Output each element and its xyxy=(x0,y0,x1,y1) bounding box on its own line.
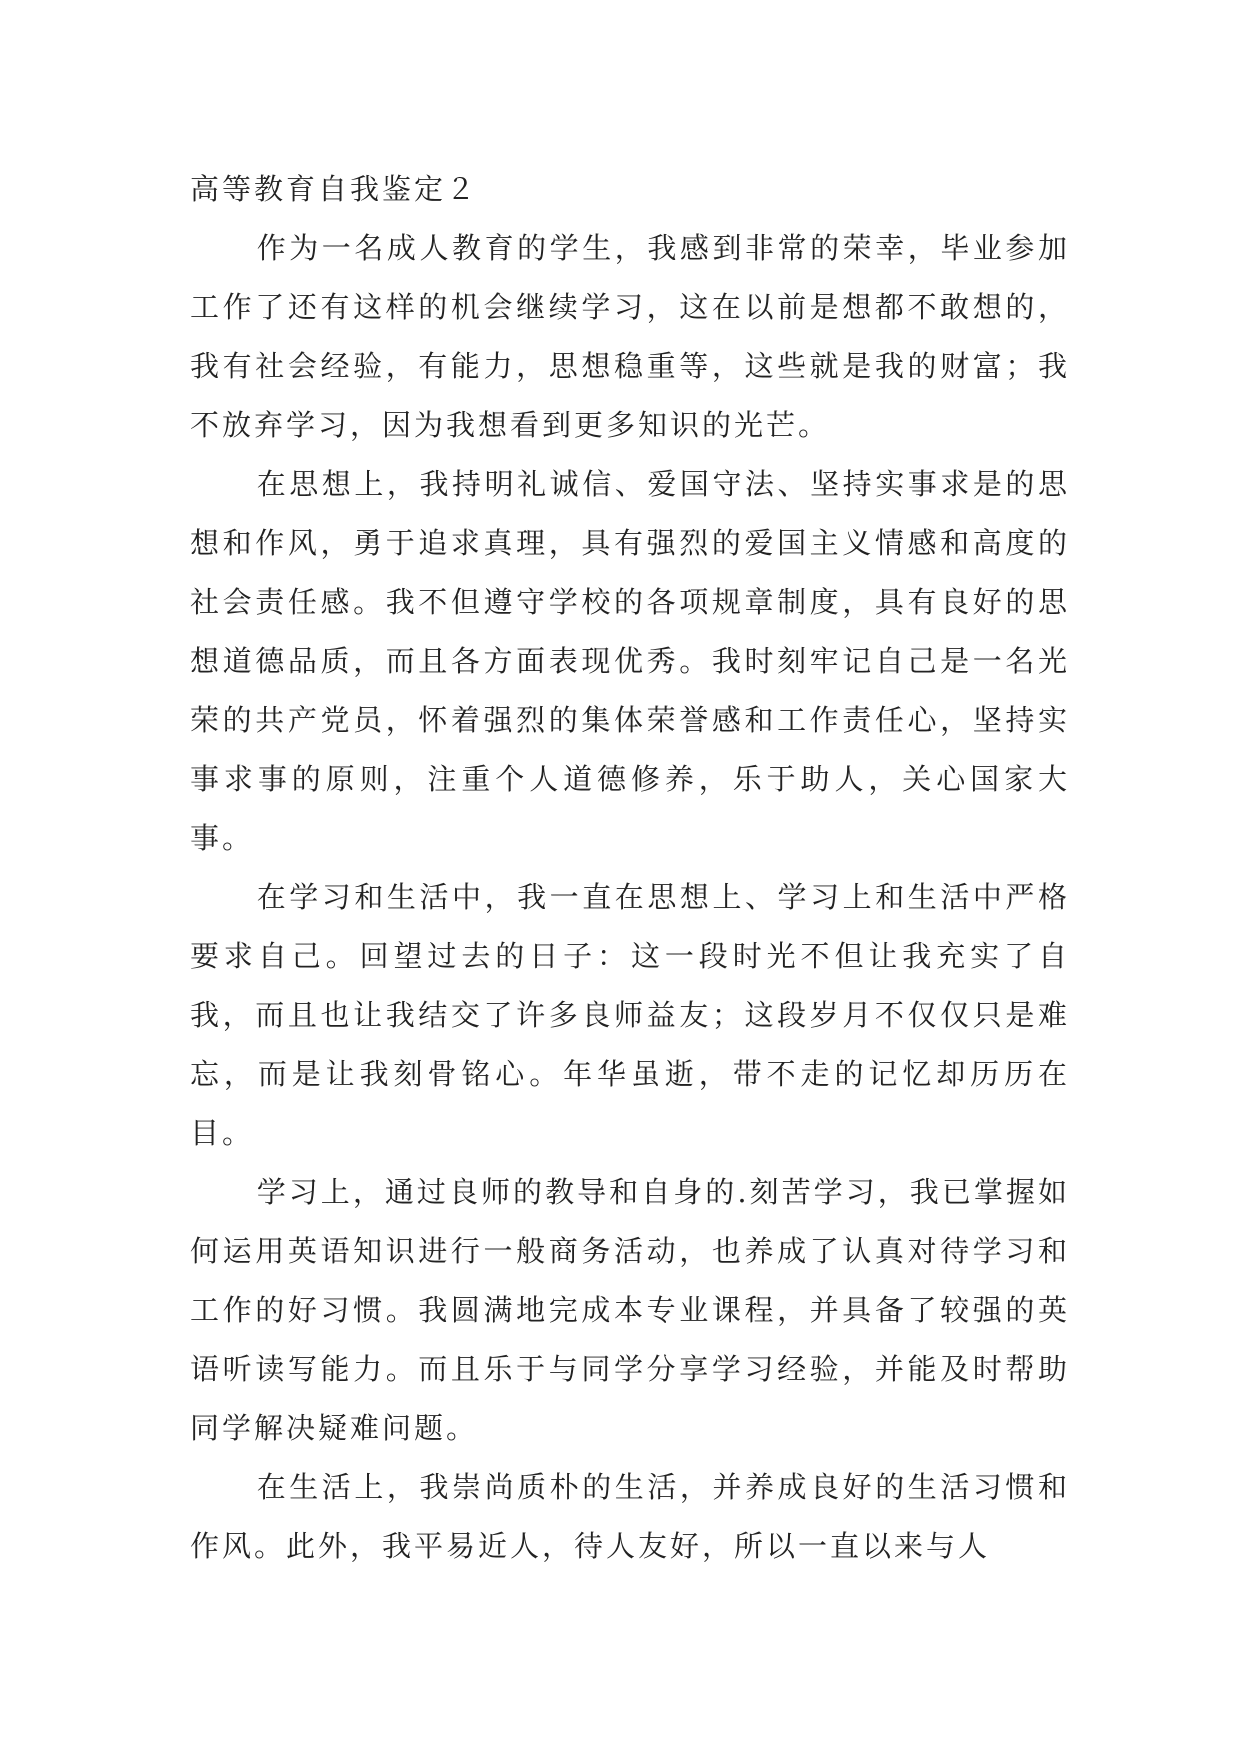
paragraph-2: 在思想上，我持明礼诚信、爱国守法、坚持实事求是的思想和作风，勇于追求真理，具有强烈的爱国主义情感和高度的社会责任感。我不但遵守学校的各项规章制度，具有良好的思想道德品质，而且各方面表现优秀。我时刻牢记自己是一名光荣的共产党员，怀着强烈的集体荣誉感和工作责任心，坚持实事求事的原则，注重个人道德修养，乐于助人，关心国家大事。 xyxy=(190,467,1070,855)
paragraph-3: 在学习和生活中，我一直在思想上、学习上和生活中严格要求自己。回望过去的日子：这一段时光不但让我充实了自我，而且也让我结交了许多良师益友；这段岁月不仅仅只是难忘，而是让我刻骨铭心。年华虽逝，带不走的记忆却历历在目。 xyxy=(190,880,1070,1150)
paragraph-1: 作为一名成人教育的学生，我感到非常的荣幸，毕业参加工作了还有这样的机会继续学习，这在以前是想都不敢想的，我有社会经验，有能力，思想稳重等，这些就是我的财富；我不放弃学习，因为我想看到更多知识的光芒。 xyxy=(190,231,1070,442)
paragraph-5: 在生活上，我崇尚质朴的生活，并养成良好的生活习惯和作风。此外，我平易近人，待人友好，所以一直以来与人 xyxy=(190,1470,1070,1563)
document-body xyxy=(190,160,1070,1576)
document-title: 高等教育自我鉴定２ xyxy=(190,172,479,206)
paragraph-4: 学习上，通过良师的教导和自身的.刻苦学习，我已掌握如何运用英语知识进行一般商务活动，也养成了认真对待学习和工作的好习惯。我圆满地完成本专业课程，并具备了较强的英语听读写能力。而且乐于与同学分享学习经验，并能及时帮助同学解决疑难问题。 xyxy=(190,1175,1070,1445)
